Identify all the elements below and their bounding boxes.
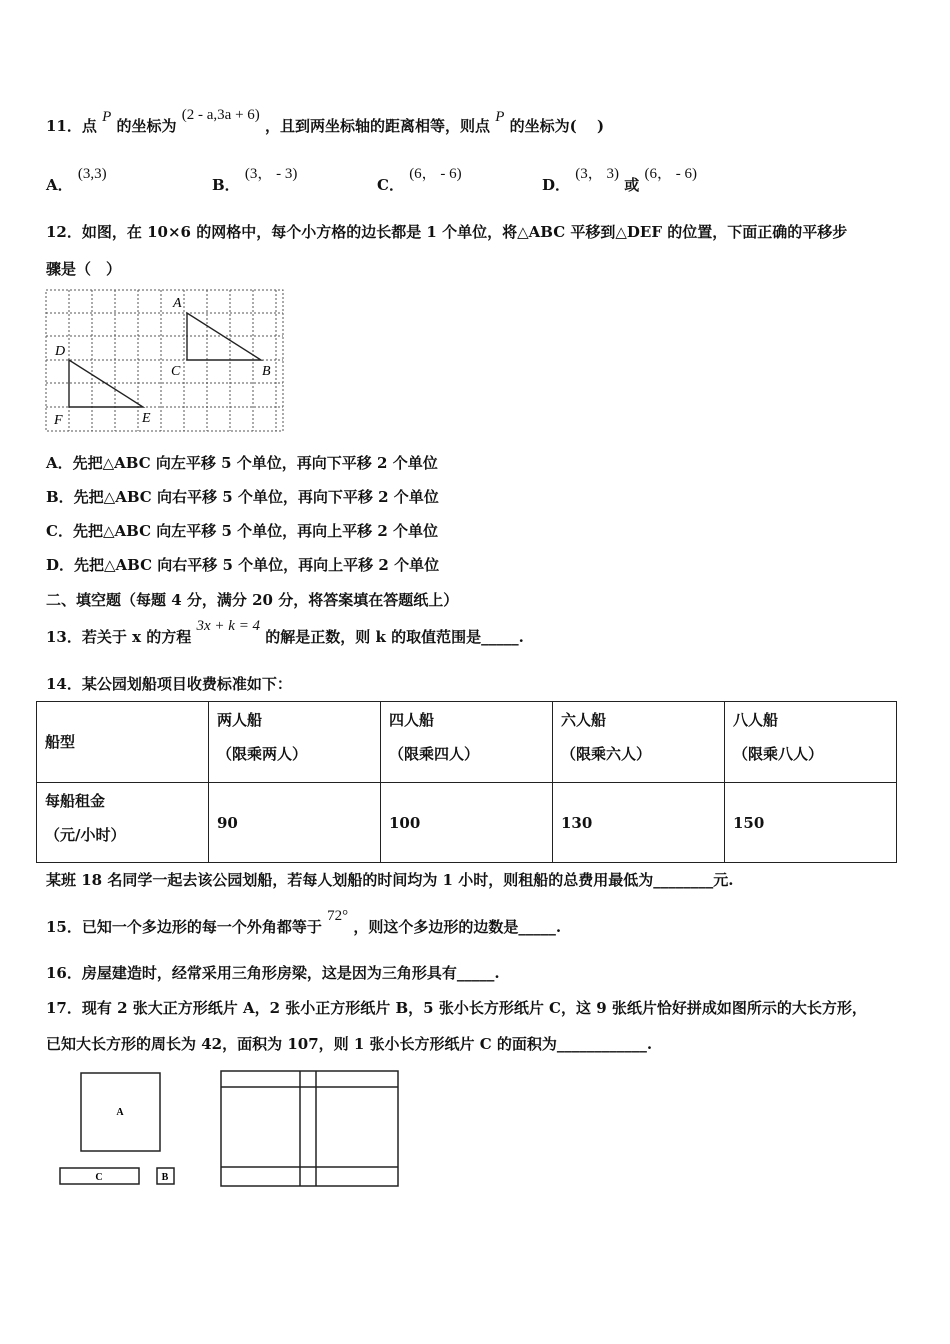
q12-stem-line2: 骤是（ ）: [46, 260, 122, 278]
table-cell: [209, 702, 381, 783]
q13-equation: 3x + k = 4: [196, 618, 261, 634]
section-2-title: 二、填空题（每题 4 分，满分 20 分，将答案填在答题纸上）: [46, 591, 459, 609]
q11-end: 的坐标为( ): [509, 117, 605, 135]
q11-coordinate: (2 - a,3a + 6): [181, 107, 260, 123]
q15-stem: [46, 908, 562, 937]
vertex-f-label: F: [54, 413, 63, 428]
cell-line1: 船型: [45, 733, 76, 751]
q11-var-p: P: [102, 109, 112, 125]
q12-stem-line1: 12．如图，在 10×6 的网格中，每个小方格的边长都是 1 个单位，将△ABC 平移到△DEF 的位置，下面正确的平移步: [46, 223, 848, 241]
q17-assembled-rectangle: [219, 1069, 401, 1189]
option-label: D．: [542, 176, 571, 194]
q16-stem: 16．房屋建造时，经常采用三角形房梁，这是因为三角形具有_____.: [46, 964, 500, 982]
table-cell: [553, 783, 725, 863]
table-cell: [209, 783, 381, 863]
table-cell: [381, 783, 553, 863]
q13-prefix: 13．若关于 x 的方程: [46, 628, 192, 646]
cell-line1: 两人船: [217, 711, 263, 729]
q11-option-b[interactable]: [212, 166, 298, 195]
table-cell: [37, 702, 209, 783]
fee-table: [36, 701, 897, 863]
table-cell: [553, 702, 725, 783]
option-value: (3， - 3): [244, 166, 298, 182]
q14-stem: 14．某公园划船项目收费标准如下：: [46, 675, 292, 693]
vertex-c-label: C: [171, 364, 181, 379]
q12-option-a[interactable]: A．先把△ABC 向左平移 5 个单位，再向下平移 2 个单位: [46, 454, 438, 472]
option-label: B．: [212, 176, 240, 194]
q17-stem-line1: 17．现有 2 张大正方形纸片 A，2 张小正方形纸片 B，5 张小长方形纸片 C，这 9 张纸片恰好拼成如图所示的大长方形，: [46, 999, 867, 1017]
q12-option-d[interactable]: D．先把△ABC 向右平移 5 个单位，再向上平移 2 个单位: [46, 556, 440, 574]
q13-rest: 的解是正数，则 k 的取值范围是_____.: [265, 628, 524, 646]
q11-rest: ，且到两坐标轴的距离相等，则点: [265, 117, 491, 135]
vertex-b-label: B: [262, 364, 271, 379]
cell-line2: （限乘六人）: [561, 745, 652, 763]
vertex-d-label: D: [55, 344, 66, 359]
piece-c-label: C: [95, 1172, 103, 1183]
table-cell: [725, 783, 897, 863]
cell-value: 150: [733, 813, 765, 832]
q12-grid-figure: [44, 289, 286, 433]
cell-line1: 六人船: [561, 711, 607, 729]
q11-option-d[interactable]: [542, 166, 697, 195]
q11-var-p2: P: [495, 109, 505, 125]
option-label: A．: [46, 176, 73, 194]
q11-prefix: 11．点: [46, 117, 97, 135]
q17-pieces-figure: [55, 1068, 185, 1190]
option-or: 或: [624, 176, 640, 194]
option-value-2: (6， - 6): [644, 166, 697, 182]
table-cell: [37, 783, 209, 863]
cell-line1: 四人船: [389, 711, 435, 729]
cell-line2: （元/小时）: [45, 826, 126, 844]
outer-rectangle: [221, 1071, 398, 1186]
q15-rest: ，则这个多边形的边数是_____.: [353, 918, 562, 936]
cell-line1: 八人船: [733, 711, 779, 729]
cell-value: 130: [561, 813, 593, 832]
cell-value: 90: [217, 813, 238, 832]
q15-angle: 72°: [327, 908, 349, 924]
q14-after: 某班 18 名同学一起去该公园划船，若每人划船的时间均为 1 小时，则租船的总费用最低为________元.: [46, 871, 734, 889]
cell-line1: 每船租金: [45, 792, 106, 810]
vertex-e-label: E: [142, 411, 151, 426]
q11-option-a[interactable]: [46, 166, 107, 195]
option-value: (3， 3): [575, 166, 619, 182]
piece-a-label: A: [116, 1107, 124, 1118]
q13-stem: [46, 618, 524, 647]
cell-line2: （限乘四人）: [389, 745, 480, 763]
cell-value: 100: [389, 813, 421, 832]
option-value: (3,3): [77, 166, 107, 182]
table-cell: [725, 702, 897, 783]
q12-option-c[interactable]: C．先把△ABC 向左平移 5 个单位，再向上平移 2 个单位: [46, 522, 438, 540]
piece-b-label: B: [161, 1172, 169, 1183]
table-row: [37, 702, 897, 783]
q11-option-c[interactable]: [377, 166, 462, 195]
q15-prefix: 15．已知一个多边形的每一个外角都等于: [46, 918, 322, 936]
q12-option-b[interactable]: B．先把△ABC 向右平移 5 个单位，再向下平移 2 个单位: [46, 488, 439, 506]
cell-line2: （限乘八人）: [733, 745, 824, 763]
vertex-a-label: A: [173, 296, 182, 311]
q17-stem-line2: 已知大长方形的周长为 42，面积为 107，则 1 张小长方形纸片 C 的面积为____________.: [46, 1035, 653, 1053]
cell-line2: （限乘两人）: [217, 745, 308, 763]
option-label: C．: [377, 176, 404, 194]
option-value: (6， - 6): [409, 166, 462, 182]
q11-mid: 的坐标为: [116, 117, 177, 135]
table-row: [37, 783, 897, 863]
q11-stem: [46, 107, 605, 136]
table-cell: [381, 702, 553, 783]
